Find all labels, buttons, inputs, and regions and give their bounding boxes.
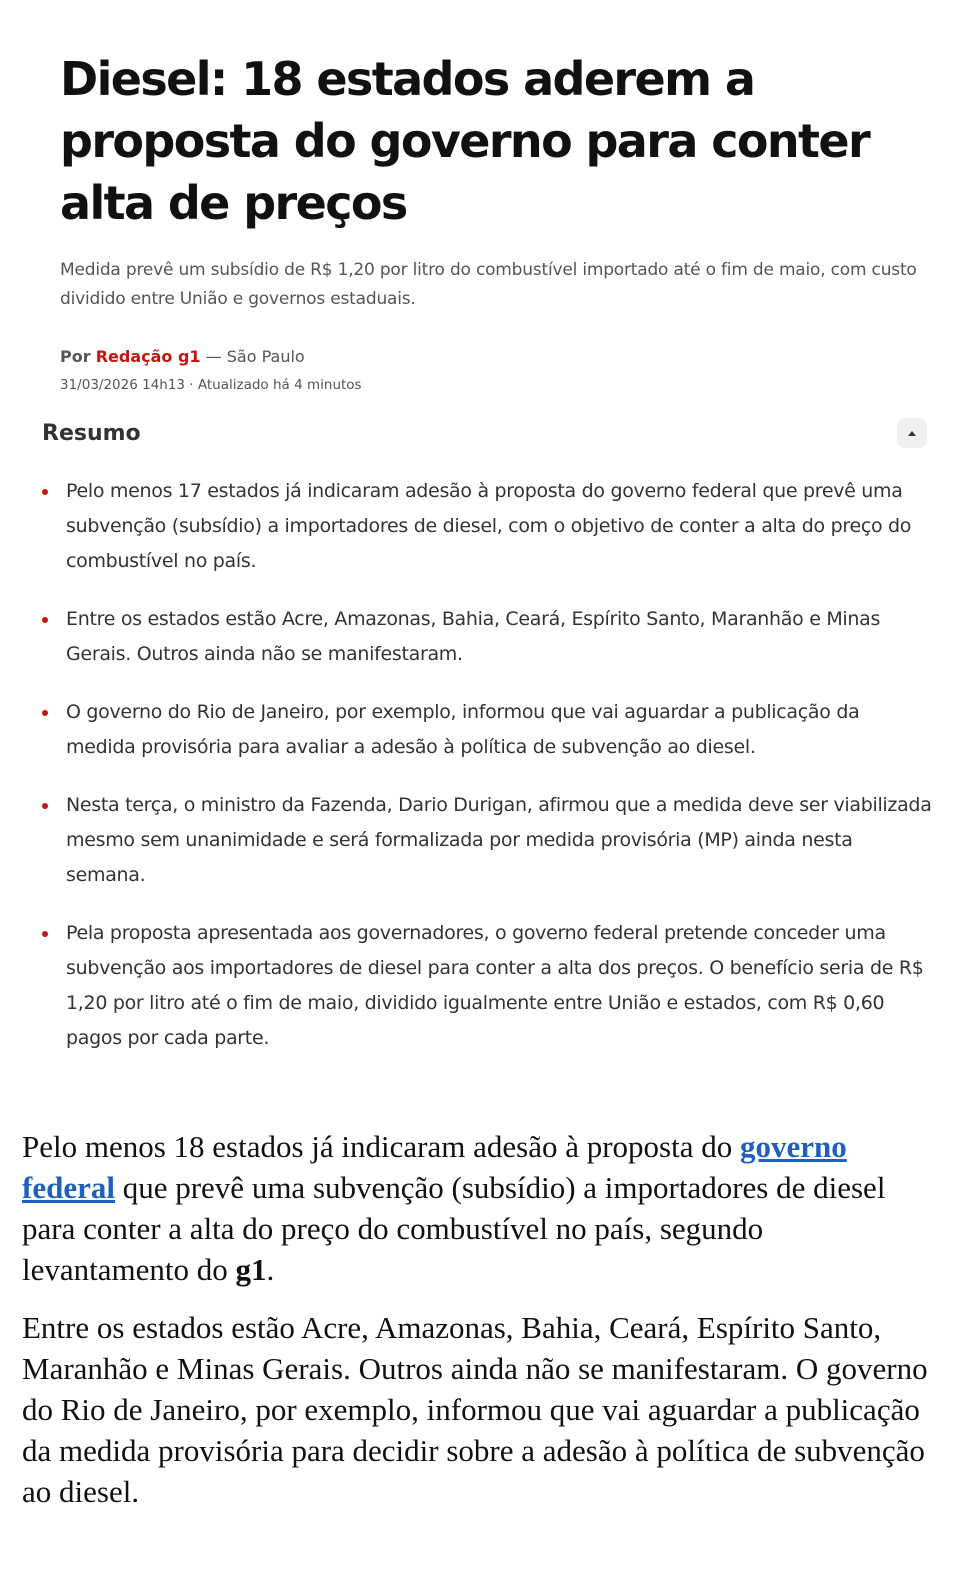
g1-brand-text: g1: [235, 1252, 267, 1287]
bullet-icon: [42, 803, 48, 809]
summary-collapse-button[interactable]: [897, 418, 927, 448]
summary-item-text: O governo do Rio de Janeiro, por exemplo, informou que vai aguardar a publicação da medida provisória para avaliar a adesão à política de subvenção ao diesel.: [66, 701, 860, 758]
article-headline: Diesel: 18 estados aderem a proposta do governo para conter alta de preços: [60, 52, 870, 230]
byline: [60, 344, 305, 370]
summary-item-text: Pela proposta apresentada aos governadores, o governo federal pretende conceder uma subvenção aos importadores de diesel para conter a alta dos preços. O benefício seria de R$ 1,20 por litro até o fim de maio, dividido igualmente entre União e estados, com R$ 0,60 pagos por cada parte.: [66, 922, 924, 1049]
summary-item-text: Nesta terça, o ministro da Fazenda, Dario Durigan, afirmou que a medida deve ser viabilizada mesmo sem unanimidade e será formalizada por medida provisória (MP) ainda nesta semana.: [66, 794, 932, 886]
byline-location: São Paulo: [226, 347, 305, 366]
bullet-icon: [42, 710, 48, 716]
article-subtitle: Medida prevê um subsídio de R$ 1,20 por litro do combustível importado até o fim de maio, com custo dividido entre União e governos estaduais.: [60, 260, 917, 309]
governo-federal-link[interactable]: governo federal: [22, 1129, 847, 1205]
summary-item: [42, 788, 932, 893]
bullet-icon: [42, 931, 48, 937]
summary-list: [42, 474, 932, 1079]
body-p1-text-end: .: [266, 1252, 275, 1287]
chevron-up-icon: [908, 431, 916, 436]
body-paragraph-2: Entre os estados estão Acre, Amazonas, Bahia, Ceará, Espírito Santo, Maranhão e Minas Gerais. Outros ainda não se manifestaram. O governo do Rio de Janeiro, por exemplo, informou que vai aguardar a publicação da medida provisória para decidir sobre a adesão à política de subvenção ao diesel.: [22, 1310, 928, 1509]
body-p1-text-middle: que prevê uma subvenção (subsídio) a importadores de diesel para conter a alta do preço do combustível no país, segundo levantamento do: [22, 1170, 886, 1287]
summary-item: [42, 602, 932, 672]
body-p1-text-start: Pelo menos 18 estados já indicaram adesão à proposta do: [22, 1129, 740, 1164]
summary-title: Resumo: [42, 421, 141, 446]
byline-prefix: Por: [60, 347, 91, 366]
summary-item: [42, 474, 932, 579]
byline-separator: —: [205, 347, 222, 366]
bullet-icon: [42, 489, 48, 495]
summary-item: [42, 916, 932, 1056]
article-dateline: 31/03/2026 14h13 · Atualizado há 4 minutos: [60, 377, 362, 393]
summary-item-text: Entre os estados estão Acre, Amazonas, Bahia, Ceará, Espírito Santo, Maranhão e Minas Gerais. Outros ainda não se manifestaram.: [66, 608, 881, 665]
summary-item-text: Pelo menos 17 estados já indicaram adesão à proposta do governo federal que prevê uma subvenção (subsídio) a importadores de diesel, com o objetivo de conter a alta do preço do combustível no país.: [66, 480, 912, 572]
body-paragraph-1: [22, 1126, 932, 1290]
bullet-icon: [42, 617, 48, 623]
summary-item: [42, 695, 932, 765]
byline-author-link[interactable]: Redação g1: [95, 347, 201, 366]
